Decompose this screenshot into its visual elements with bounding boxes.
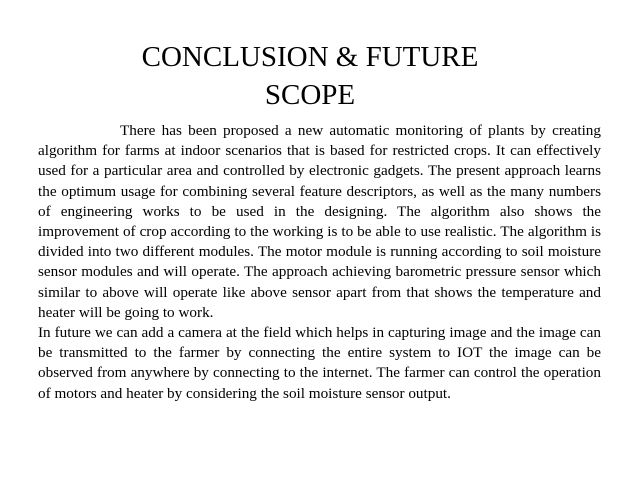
slide-title-line-2: SCOPE	[264, 79, 356, 111]
slide-body	[38, 121, 601, 404]
slide-title-line-1: CONCLUSION & FUTURE	[141, 41, 479, 73]
conclusion-paragraph: There has been proposed a new automatic monitoring of plants by creating algorithm for farms at indoor scenarios that is based for restricted crops. It can effectively used for a particular area and controlled by electronic gadgets. The present approach learns the optimum usage for combining several feature descriptors, as well as the many numbers of engineering works to be used in the designing. The algorithm also shows the improvement of crop according to the working is to be able to use realistic. The algorithm is divided into two different modules. The motor module is running according to soil moisture sensor modules and will operate. The approach achieving barometric pressure sensor which similar to above will operate like above sensor apart from that shows the temperature and heater will be going to work.	[38, 122, 601, 321]
slide-title	[0, 38, 620, 114]
future-scope-paragraph: In future we can add a camera at the field which helps in capturing image and the image can be transmitted to the farmer by connecting the entire system to IOT the image can be observed from anywhere by connecting to the internet. The farmer can control the operation of motors and heater by considering the soil moisture sensor output.	[38, 324, 601, 402]
